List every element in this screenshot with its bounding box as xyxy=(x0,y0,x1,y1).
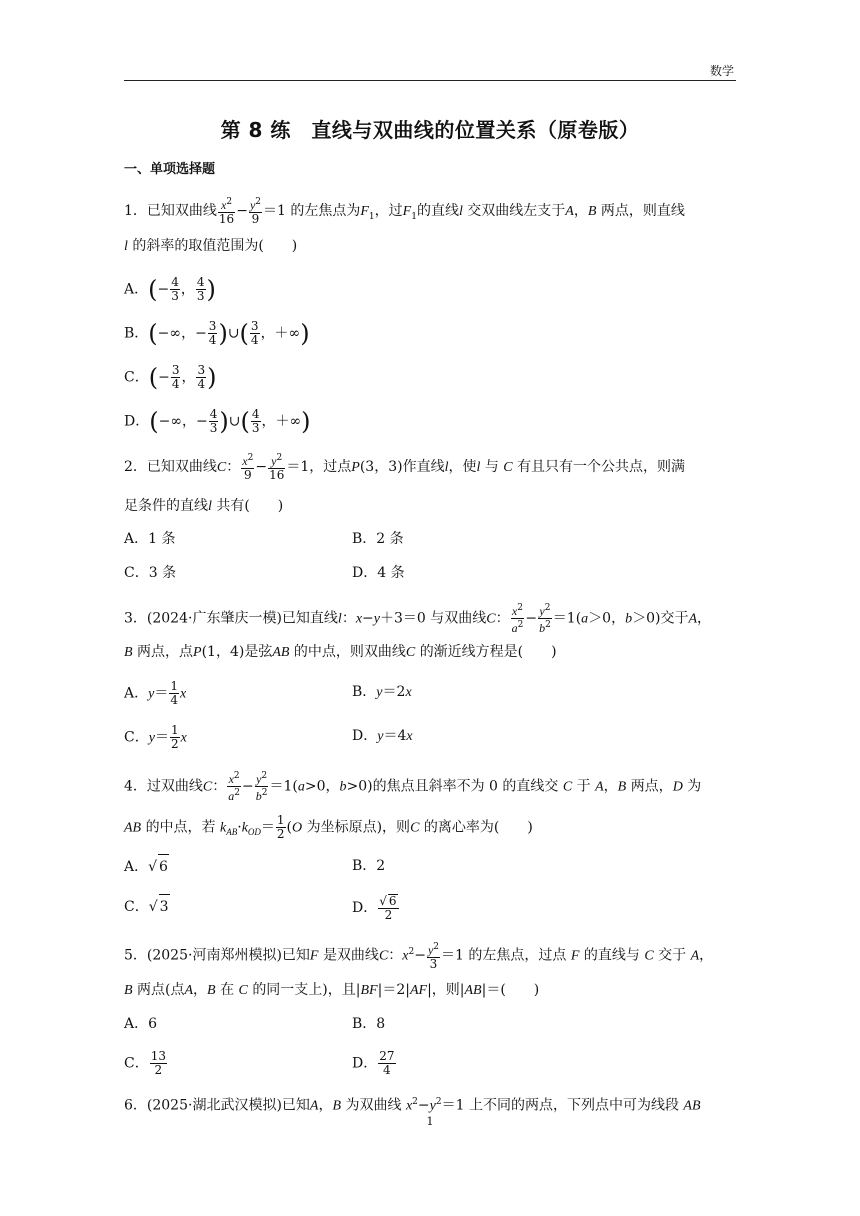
q1-option-a: A．(− $\frac{4}{3}$ ， $\frac{4}{3}$ ) xyxy=(124,275,216,304)
header-rule xyxy=(124,80,736,81)
q5-line1: 5．(2025·河南郑州模拟)已知F 是双曲线C：$x^2-$ $\frac{y^2}{3}$ ＝1 的左焦点，过点 F 的直线与 C 交于 A， xyxy=(124,941,714,971)
q3-option-a: A．y＝ $\frac{1}{4}$ x xyxy=(124,679,187,707)
q1-option-c: C．(− $\frac{3}{4}$ ， $\frac{3}{4}$ ) xyxy=(124,363,217,392)
q1-option-b: B．(−∞，− $\frac{3}{4}$ )∪( $\frac{3}{4}$ ，＋∞) xyxy=(124,319,310,348)
q5-option-c: C． $\frac{13}{2}$ xyxy=(124,1049,166,1077)
header-subject: 数学 xyxy=(709,64,734,78)
q5-line2: B 两点(点A，B 在 C 的同一支上)，且|BF|＝2|AF|，则|AB|＝( ) xyxy=(124,982,540,998)
q3-option-b: B．y＝2x xyxy=(352,684,412,700)
q1-option-d: D．(−∞，− $\frac{4}{3}$ )∪( $\frac{4}{3}$ ，＋∞) xyxy=(124,407,311,436)
page-title: 第 8 练 直线与双曲线的位置关系（原卷版） xyxy=(220,118,640,142)
q4-option-a: A．√ 6 xyxy=(124,854,169,879)
page-number: 1 xyxy=(426,1115,434,1128)
q2-line2: 足条件的直线l 共有( ) xyxy=(124,498,284,514)
q6-line1: 6．(2025·湖北武汉模拟)已知A，B 为双曲线 $x^2-y^2=1$ 上不同的两点，下列点中可为线段 AB xyxy=(124,1097,701,1114)
q3-option-c: C．y＝ $\frac{1}{2}$ x xyxy=(124,723,187,751)
q3-option-d: D．y＝4x xyxy=(352,728,413,744)
q2-option-b: B．2 条 xyxy=(352,531,404,547)
q4-line1: 4．过双曲线C： $\frac{x^2}{a^2}$ − $\frac{y^2}{b^2}$ ＝1(a>0，b>0)的焦点且斜率不为 0 的直线交 C 于 A，B 两点，D 为 xyxy=(124,771,702,803)
q2-option-d: D．4 条 xyxy=(352,565,405,581)
q5-option-a: A．6 xyxy=(124,1016,158,1032)
q4-line2: AB 的中点，若 $k_{AB}\cdot k_{OD}=$ $\frac{1}{2}$ (O 为坐标原点)，则C 的离心率为( ) xyxy=(124,813,533,841)
q4-option-c: C．√ 3 xyxy=(124,894,170,919)
q2-option-a: A．1 条 xyxy=(124,531,176,547)
section-heading: 一、单项选择题 xyxy=(124,162,216,177)
q3-line1: 3．(2024·广东肇庆一模)已知直线l：x−y＋3＝0 与双曲线C： $\frac{x^2}{a^2}$ − $\frac{y^2}{b^2}$ ＝1(a＞0，b＞0)交于A， xyxy=(124,603,712,635)
q1-line2: l 的斜率的取值范围为( ) xyxy=(124,238,298,254)
q1-line1: 1．已知双曲线 $\frac{x^2}{16}$ − $\frac{y^2}{9}$ ＝1 的左焦点为$F_1$，过$F_1$的直线l 交双曲线左支于A，B 两点，则直线 xyxy=(124,197,685,226)
q3-line2: B 两点，点P(1，4)是弦AB 的中点，则双曲线C 的渐近线方程是( ) xyxy=(124,644,557,660)
q4-option-d: D． $\frac{√ 6}{2}$ xyxy=(352,894,397,922)
q2-option-c: C．3 条 xyxy=(124,565,177,581)
q2-line1: 2．已知双曲线C： $\frac{x^2}{9}$ − $\frac{y^2}{16}$ ＝1，过点P(3，3)作直线l，使l 与 C 有且只有一个公共点，则满 xyxy=(124,453,686,482)
q4-option-b: B．2 xyxy=(352,858,386,874)
q5-option-d: D． $\frac{27}{4}$ xyxy=(352,1049,395,1077)
q5-option-b: B．8 xyxy=(352,1016,386,1032)
